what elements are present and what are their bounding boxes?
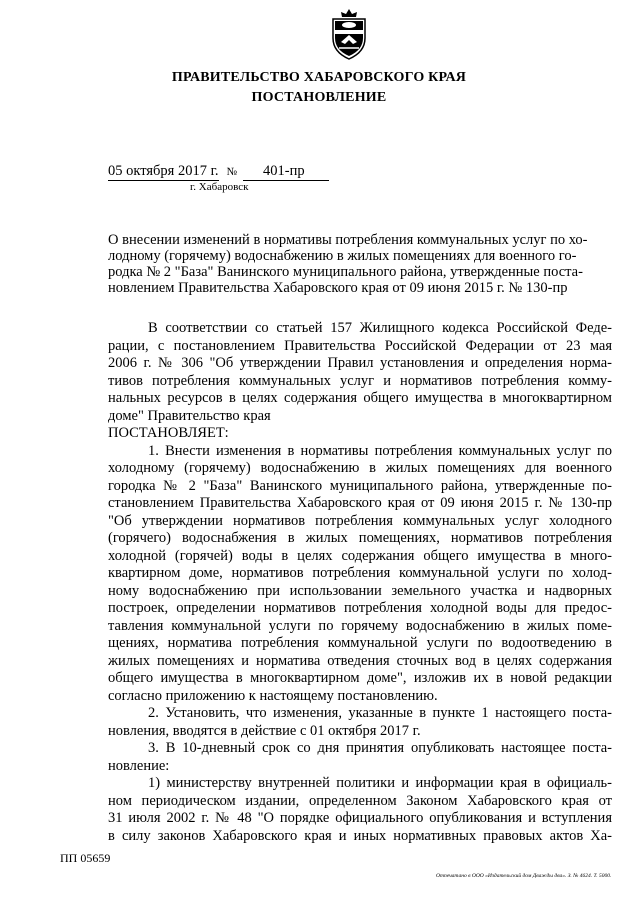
body-line: рации, с постановлением Правительства Российской Федерации от 23 мая <box>108 337 612 354</box>
document-body <box>108 320 612 845</box>
body-line: новление: <box>108 757 170 774</box>
body-line: жилых помещениях и норматива отведения сточных вод в целях содержания <box>108 652 612 669</box>
body-line: построек, определении нормативов потребления холодной воды для предос- <box>108 600 612 616</box>
title-line: новлением Правительства Хабаровского края от 09 июня 2015 г. № 130-пр <box>108 280 568 296</box>
title-line: О внесении изменений в нормативы потребления коммунальных услуг по хо- <box>108 232 588 248</box>
body-line: квартирном доме, нормативов потребления коммунальной услуги по холод- <box>108 565 612 581</box>
body-line: 2006 г. № 306 "Об утверждении Правил установления и определения норма- <box>108 355 612 371</box>
body-line: холодной (горячей) воды в целях содержания общего имущества в много- <box>108 547 612 564</box>
body-line: новления, вводятся в действие с 01 октября 2017 г. <box>108 722 421 739</box>
coat-of-arms-icon <box>329 8 369 60</box>
body-line: в силу законов Хабаровского края и иных нормативных правовых актов Ха- <box>108 827 612 844</box>
body-line: холодному (горячему) водоснабжению в жилых помещениях для военного <box>108 460 612 476</box>
body-line: 31 июля 2002 г. № 48 "О порядке официального опубликования и вступления <box>108 810 612 826</box>
body-line: тивов потребления коммунальных услуг и нормативов потребления комму- <box>108 372 612 389</box>
title-line: лодному (горячему) водоснабжению в жилых помещениях для военного го- <box>108 248 577 264</box>
date-number-line <box>108 163 329 181</box>
body-line: 3. В 10-дневный срок со дня принятия опубликовать настоящее поста- <box>148 740 612 756</box>
body-line: ному водоснабжению при использовании земельного участка и надворных <box>108 582 612 599</box>
document-number: 401-пр <box>243 163 329 181</box>
body-line: нальных ресурсов в целях содержания общего имущества в многоквартирном <box>108 390 612 406</box>
resolution-keyword: ПОСТАНОВЛЯЕТ: <box>108 425 229 441</box>
title-line: родка № 2 "База" Ванинского муниципального района, утвержденные поста- <box>108 264 583 280</box>
body-line: согласно приложению к настоящему постановлению. <box>108 687 438 704</box>
body-line: становлением Правительства Хабаровского края от 09 июня 2015 г. № 130-пр <box>108 495 612 511</box>
body-line: "Об утверждении нормативов потребления коммунальных услуг холодного <box>108 512 612 529</box>
number-label: № <box>226 166 238 178</box>
city-label: г. Хабаровск <box>190 181 249 193</box>
body-line: городка № 2 "База" Ванинского муниципального района, утвержденные по- <box>108 477 612 494</box>
document-title <box>108 232 606 296</box>
organization-heading: ПРАВИТЕЛЬСТВО ХАБАРОВСКОГО КРАЯ <box>171 70 467 85</box>
body-line: тавления коммунальной услуги по горячему водоснабжению в жилых поме- <box>108 617 612 634</box>
body-line: доме" Правительство края <box>108 407 271 424</box>
body-line: щениях, норматива потребления коммунальной услуги по водоотведению в <box>108 635 612 651</box>
body-line: общего имущества в многоквартирном доме", изложив их в новой редакции <box>108 670 612 686</box>
document-type-heading: ПОСТАНОВЛЕНИЕ <box>251 90 387 105</box>
print-note: Отпечатано в ООО «Издательский дом Дважды два». З. № 4624. Т. 5000. <box>436 873 612 879</box>
document-code: ПП 05659 <box>60 851 111 865</box>
body-line: В соответствии со статьей 157 Жилищного кодекса Российской Феде- <box>148 320 612 336</box>
body-line: (горячего) водоснабжения в жилых помещениях, нормативов потребления <box>108 530 612 546</box>
body-line: 1. Внести изменения в нормативы потребления коммунальных услуг по <box>148 442 612 459</box>
body-line: ном периодическом издании, определенном Законом Хабаровского края от <box>108 792 612 809</box>
body-line: 1) министерству внутренней политики и информации края в официаль- <box>148 775 612 791</box>
document-date: 05 октября 2017 г. <box>108 163 219 179</box>
body-line: 2. Установить, что изменения, указанные в пункте 1 настоящего поста- <box>148 705 612 721</box>
